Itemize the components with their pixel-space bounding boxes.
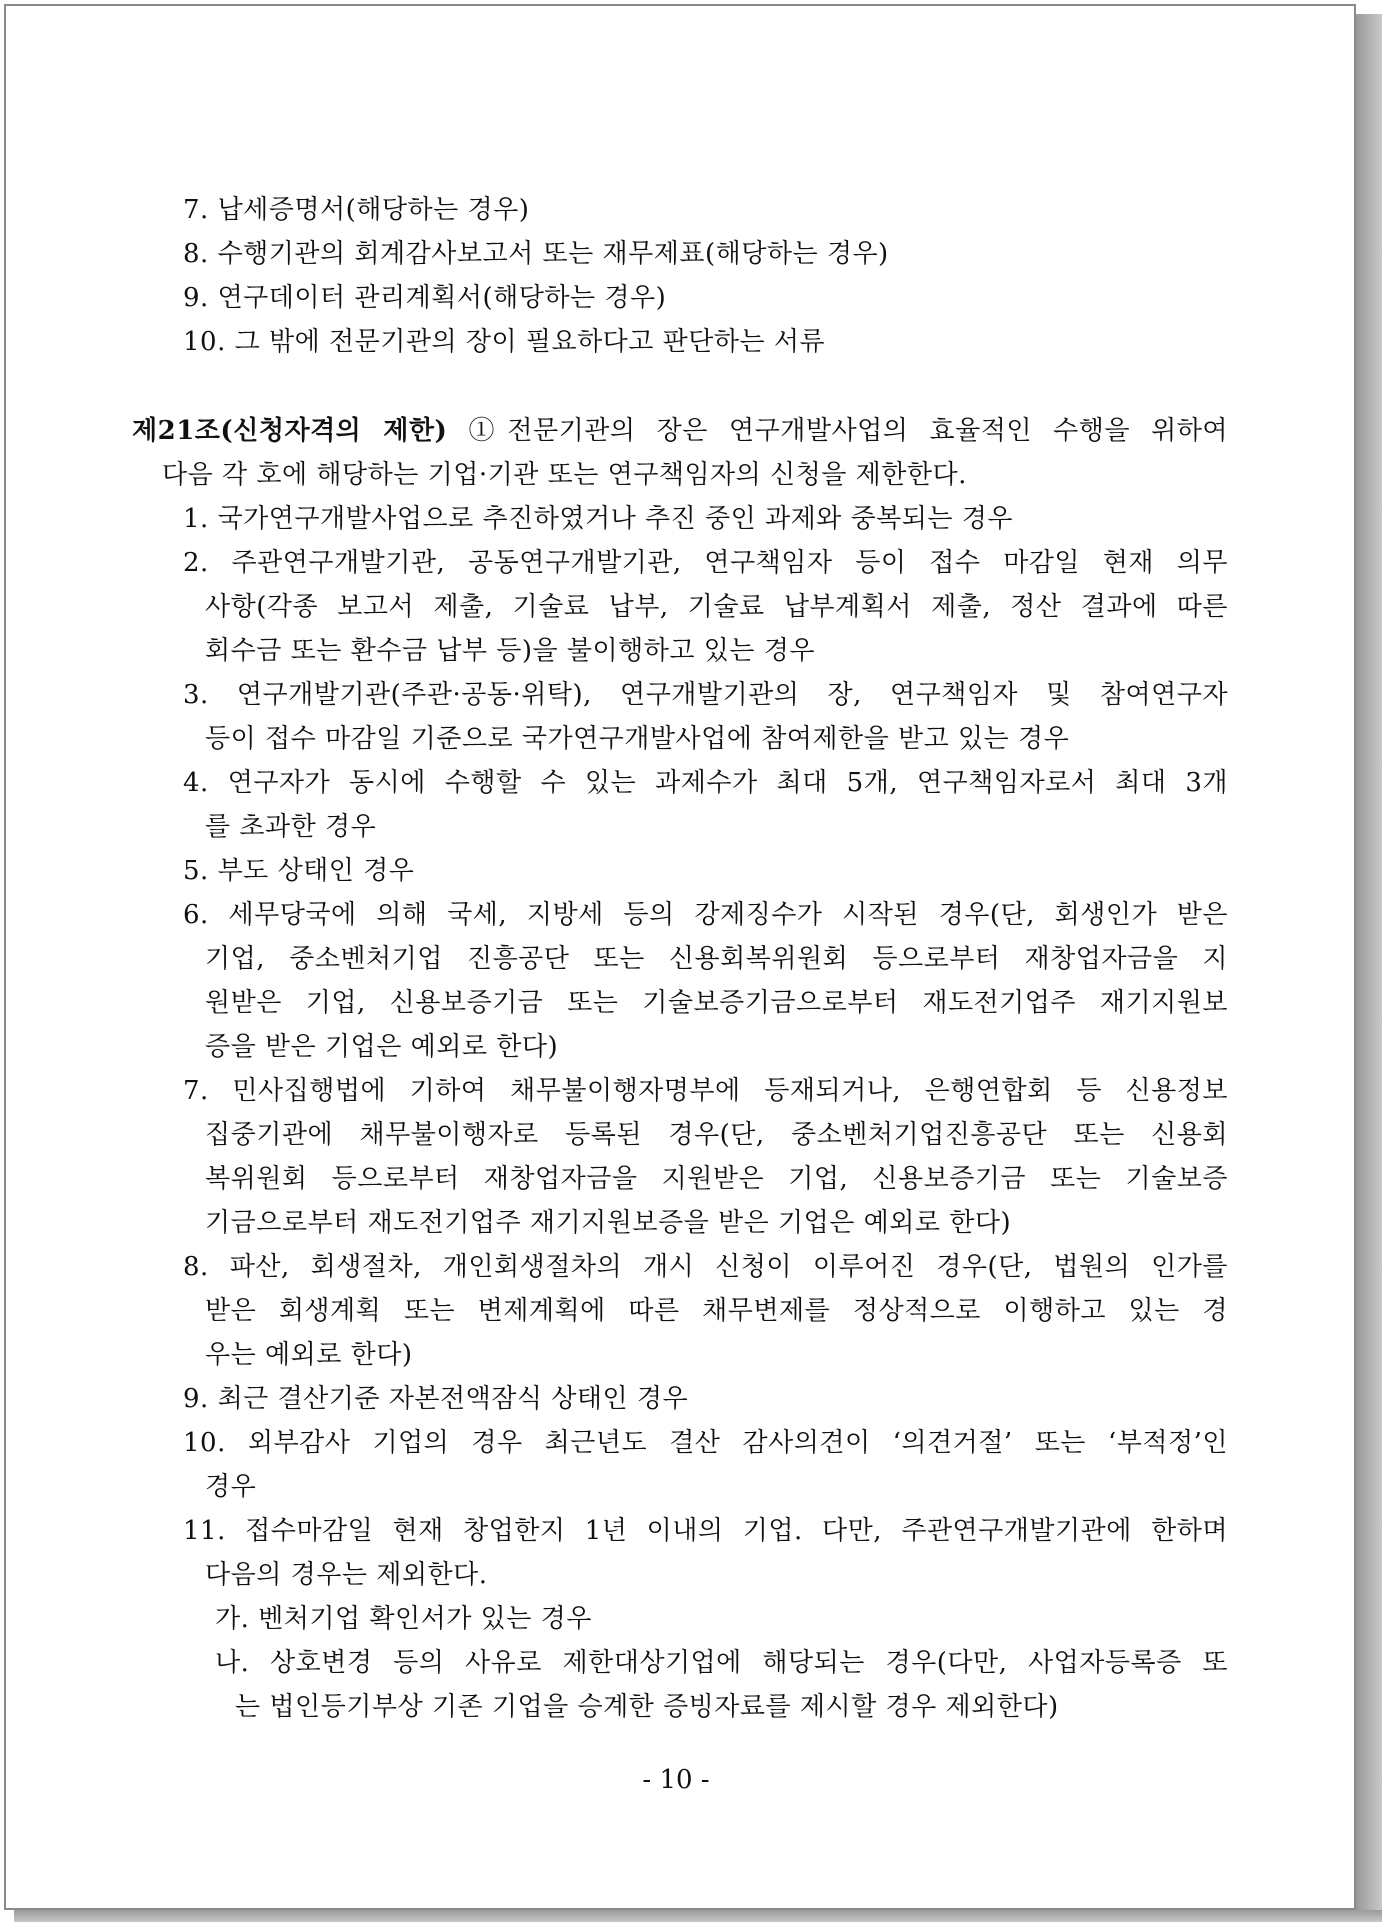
list-item: 3. 연구개발기관(주관·공동·위탁), 연구개발기관의 장, 연구책임자 및 참여연구자 <box>183 680 1228 710</box>
list-item: 10. 그 밖에 전문기관의 장이 필요하다고 판단하는 서류 <box>183 327 826 357</box>
list-item-cont: 다음의 경우는 제외한다. <box>205 1560 488 1590</box>
list-item: 8. 파산, 회생절차, 개인회생절차의 개시 신청이 이루어진 경우(단, 법원의 인가를 <box>183 1252 1228 1282</box>
list-item: 1. 국가연구개발사업으로 추진하였거나 추진 중인 과제와 중복되는 경우 <box>183 504 1014 534</box>
list-item: 9. 연구데이터 관리계획서(해당하는 경우) <box>183 283 667 313</box>
list-item: 11. 접수마감일 현재 창업한지 1년 이내의 기업. 다만, 주관연구개발기관에 한하며 <box>183 1516 1228 1546</box>
list-item: 7. 민사집행법에 기하여 채무불이행자명부에 등재되거나, 은행연합회 등 신용정보 <box>183 1076 1228 1106</box>
list-item: 4. 연구자가 동시에 수행할 수 있는 과제수가 최대 5개, 연구책임자로서 최대 3개 <box>183 768 1228 798</box>
article-intro: ①전문기관의 장은 연구개발사업의 효율적인 수행을 위하여 <box>447 416 1228 446</box>
list-item: 2. 주관연구개발기관, 공동연구개발기관, 연구책임자 등이 접수 마감일 현재 의무 <box>183 548 1228 578</box>
list-item-cont: 사항(각종 보고서 제출, 기술료 납부, 기술료 납부계획서 제출, 정산 결과에 따른 <box>205 592 1228 622</box>
list-item: 6. 세무당국에 의해 국세, 지방세 등의 강제징수가 시작된 경우(단, 회생인가 받은 <box>183 900 1228 930</box>
list-item: 8. 수행기관의 회계감사보고서 또는 재무제표(해당하는 경우) <box>183 239 889 269</box>
list-item-cont: 받은 회생계획 또는 변제계획에 따른 채무변제를 정상적으로 이행하고 있는 경 <box>205 1296 1228 1326</box>
list-item: 10. 외부감사 기업의 경우 최근년도 결산 감사의견이 ‘의견거절’ 또는 ‘부적정’인 <box>183 1428 1228 1458</box>
list-item-cont: 를 초과한 경우 <box>205 812 377 842</box>
list-item: 5. 부도 상태인 경우 <box>183 856 415 886</box>
list-item-cont: 복위원회 등으로부터 재창업자금을 지원받은 기업, 신용보증기금 또는 기술보증 <box>205 1164 1228 1194</box>
list-item-cont: 증을 받은 기업은 예외로 한다) <box>205 1032 559 1062</box>
article-heading <box>132 413 1228 449</box>
list-item-cont: 집중기관에 채무불이행자로 등록된 경우(단, 중소벤처기업진흥공단 또는 신용회 <box>205 1120 1228 1150</box>
sub-list-item-cont: 는 법인등기부상 기존 기업을 승계한 증빙자료를 제시할 경우 제외한다) <box>235 1692 1059 1722</box>
list-item-cont: 경우 <box>205 1472 257 1502</box>
list-item: 7. 납세증명서(해당하는 경우) <box>183 195 530 225</box>
list-item: 9. 최근 결산기준 자본전액잠식 상태인 경우 <box>183 1384 689 1414</box>
list-item-cont: 기업, 중소벤처기업 진흥공단 또는 신용회복위원회 등으로부터 재창업자금을 지 <box>205 944 1228 974</box>
list-item-cont: 원받은 기업, 신용보증기금 또는 기술보증기금으로부터 재도전기업주 재기지원보 <box>205 988 1228 1018</box>
article-title: 제21조(신청자격의 제한) <box>132 416 448 446</box>
sub-list-item: 가. 벤처기업 확인서가 있는 경우 <box>215 1604 592 1634</box>
list-item-cont: 등이 접수 마감일 기준으로 국가연구개발사업에 참여제한을 받고 있는 경우 <box>205 724 1070 754</box>
list-item-cont: 기금으로부터 재도전기업주 재기지원보증을 받은 기업은 예외로 한다) <box>205 1208 1012 1238</box>
article-intro-line2: 다음 각 호에 해당하는 기업·기관 또는 연구책임자의 신청을 제한한다. <box>162 460 967 490</box>
list-item-cont: 회수금 또는 환수금 납부 등)을 불이행하고 있는 경우 <box>205 636 815 666</box>
page-number: - 10 - <box>642 1765 710 1795</box>
sub-list-item: 나. 상호변경 등의 사유로 제한대상기업에 해당되는 경우(다만, 사업자등록증 또 <box>215 1648 1228 1678</box>
list-item-cont: 우는 예외로 한다) <box>205 1340 413 1370</box>
